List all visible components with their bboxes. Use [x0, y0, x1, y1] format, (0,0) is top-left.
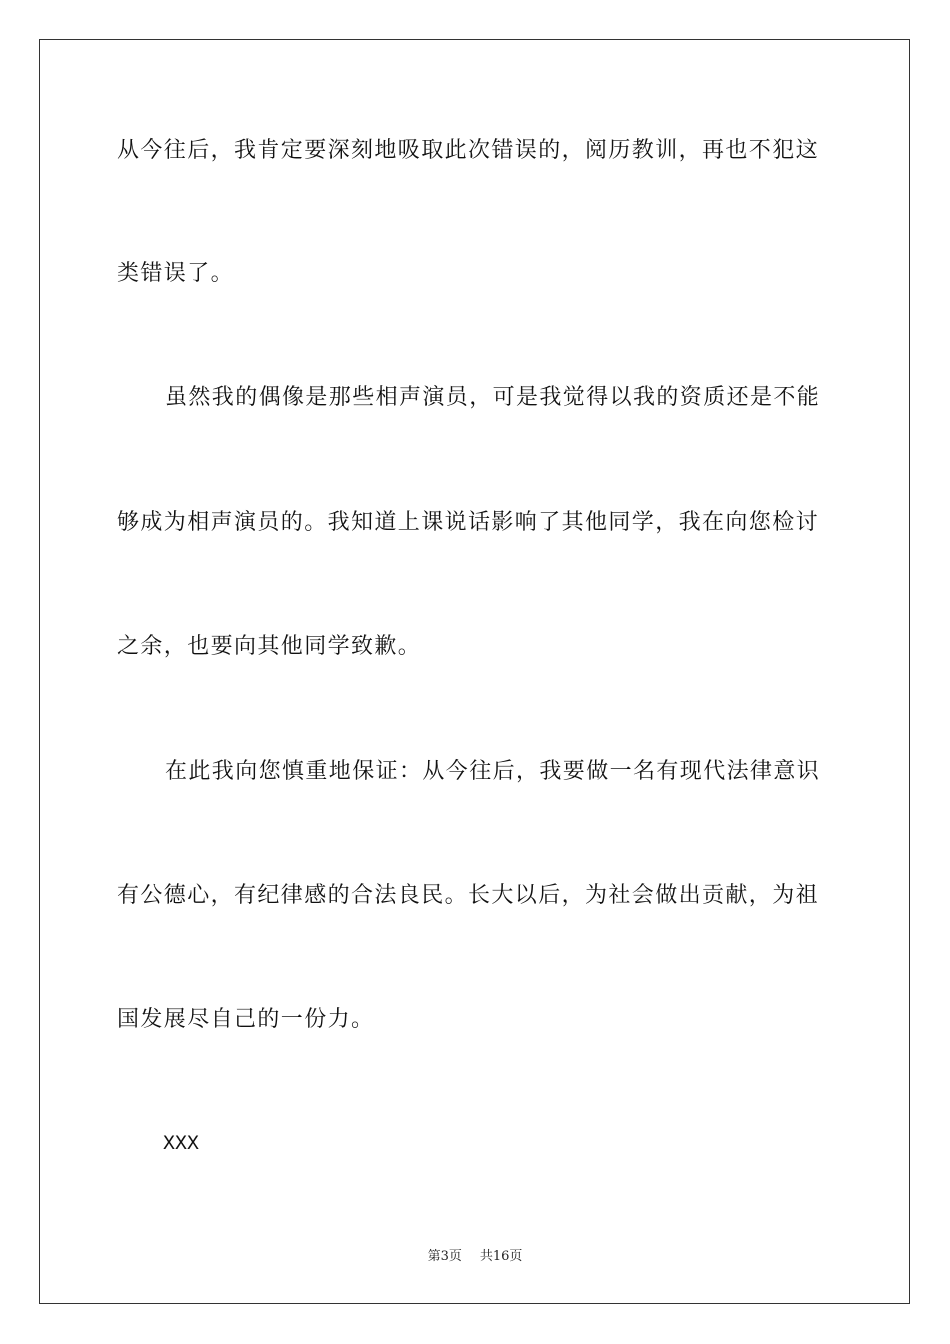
body-line-3: 虽然我的偶像是那些相声演员，可是我觉得以我的资质还是不能: [165, 385, 821, 410]
body-line-6: 在此我向您慎重地保证：从今往后，我要做一名有现代法律意识: [165, 759, 821, 784]
signature: XXX: [163, 1133, 200, 1156]
body-line-5: 之余，也要向其他同学致歉。: [117, 634, 422, 659]
page-footer: [0, 1248, 950, 1266]
body-line-2: 类错误了。: [117, 261, 235, 286]
page-number: 第3页: [427, 1249, 462, 1264]
body-line-7: 有公德心，有纪律感的合法良民。长大以后，为社会做出贡献，为祖: [117, 883, 820, 908]
body-line-8: 国发展尽自己的一份力。: [117, 1007, 375, 1032]
total-pages: 共16页: [479, 1249, 523, 1264]
page-frame: [39, 39, 910, 1304]
body-line-1: 从今往后，我肯定要深刻地吸取此次错误的，阅历教训，再也不犯这: [117, 138, 820, 163]
body-line-4: 够成为相声演员的。我知道上课说话影响了其他同学，我在向您检讨: [117, 510, 820, 535]
